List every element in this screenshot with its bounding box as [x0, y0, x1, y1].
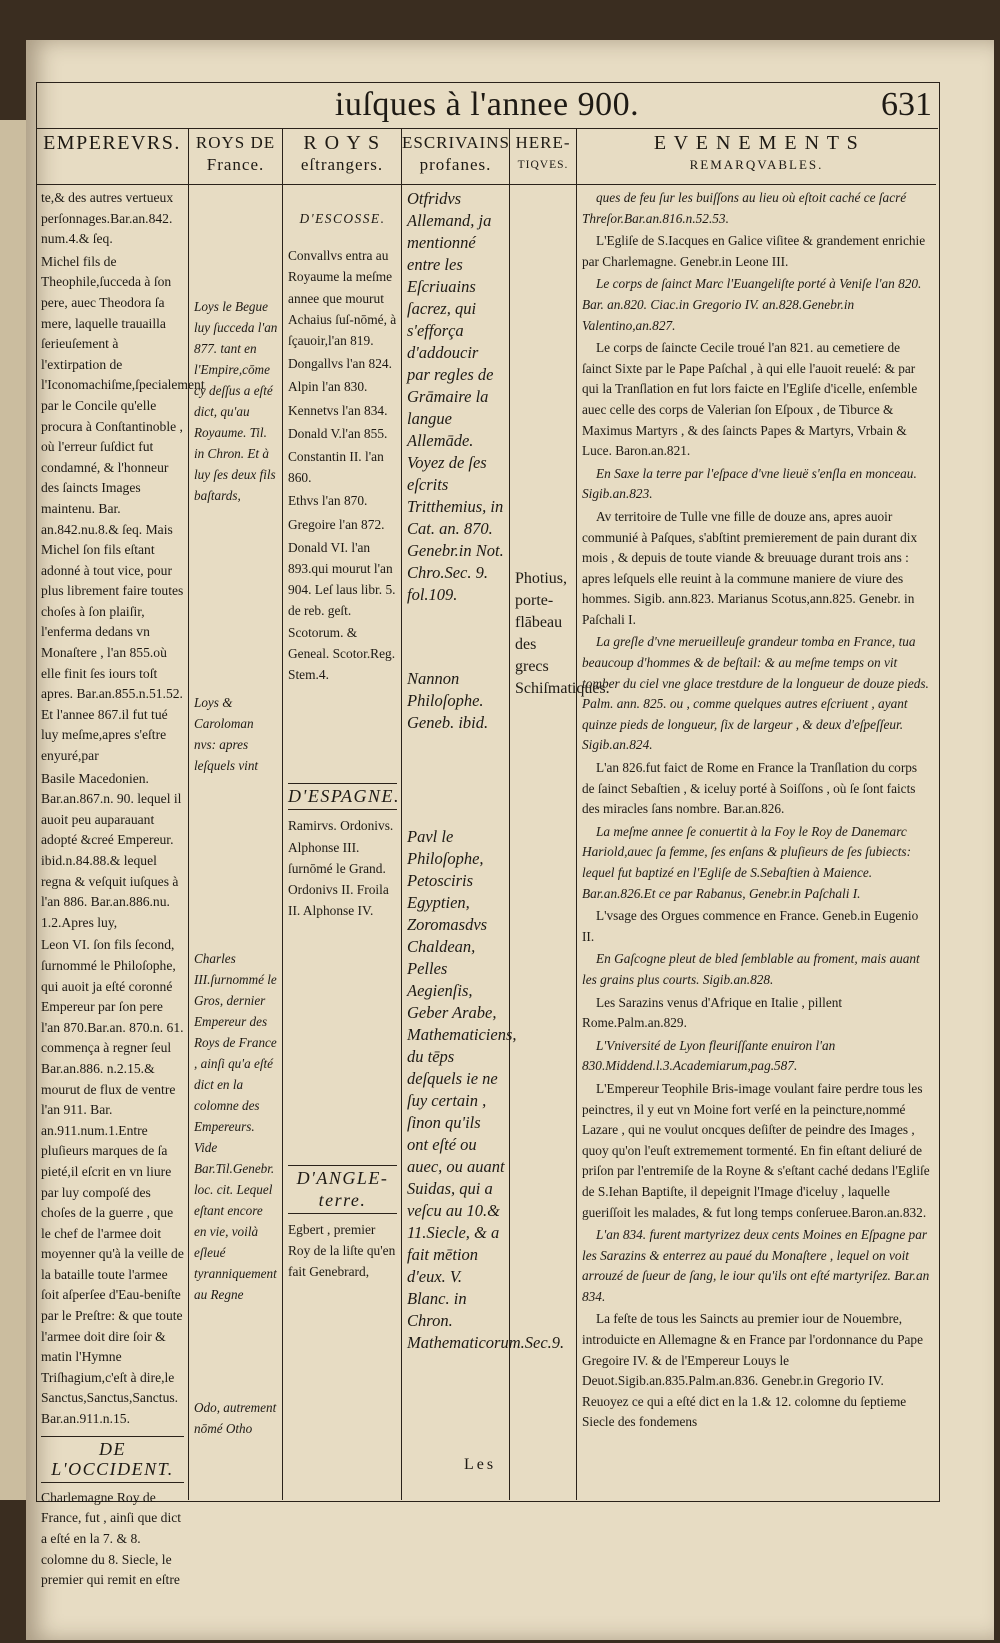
text-block: Basile Macedonien. Bar.an.867.n. 90. lequel il auoit peu auparauant adopté &creé Empereur. ibid.n.84.88.& lequel regna & veſquit iuſques à l'an 886. Bar.an.886.nu. 1.2.Apres luy, — [41, 770, 182, 930]
event-paragraph: L'Vniversité de Lyon fleuriſſante enuiron l'an 830.Middend.l.3.Academiarum,pag.587. — [582, 1037, 836, 1074]
event-paragraph: ques de feu ſur les buiſſons au lieu où eſtoit caché ce ſacré Threſor.Bar.an.816.n.52.53. — [582, 190, 907, 226]
section-heading-occident: DE L'OCCIDENT. — [41, 1436, 184, 1483]
header-line: EMPEREVRS. — [43, 132, 181, 154]
text-block: Odo, autrement nōmé Otho — [194, 1400, 277, 1436]
text-block: Ramirvs. Ordonivs. Alphonse III. ſurnōmé le Grand. Ordonivs II. Froila II. Alphonse IV. — [288, 818, 394, 919]
section-heading-spain: D'ESPAGNE. — [288, 783, 397, 810]
text-block: Convallvs entra au Royaume la meſme annee que mourut Achaius ſuſ-nōmé, à ſçauoir,l'an 819. — [288, 248, 397, 349]
text-block: Michel fils de Theophile,ſucceda à ſon pere, auec Theodora ſa mere, laquelle trauailla ſerieuſement à l'extirpation de l'Iconomachiſme,ſpecialement par le Concile qu'elle procura à Conſtantinoble , où l'erreur ſuſdict fut condamné, & l'honneur des ſaincts Images maintenu. Bar. an.842.nu.8.& ſeq. Mais Michel ſon fils eſtant adonné à tout vice, pour plus librement faire toutes choſes à ſon plaiſir, l'enferma dedans vn Monaſtere , l'an 855.où elle finit ſes iours toſt apres. Bar.an.855.n.51.52. Et l'annee 867.il fut tué luy meſme,apres s'eſtre enyuré,par — [41, 253, 205, 764]
event-paragraph: Av territoire de Tulle vne fille de douze ans, apres auoir communié à Paſques, s'abſtint premierement de pain durant dix mois , & depuis de toute viande & breuuage durant trois ans : apres leſquels elle reuint à la commune maniere de viure des hommes. Sigib. ann.823. Marianus Scotus,ann.825. Genebr. in Paſchali I. — [582, 508, 918, 627]
column-header-foreign-kings — [283, 128, 401, 185]
text-block: Ethvs l'an 870. — [288, 493, 368, 509]
text-block: Pavl le Philoſophe, Petosciris Egyptien, Zoromasdvs Chaldean, Pelles Aegienſis, Geber Arabe, Mathematiciens, du tēps deſquels ie ne ſuy certain , ſinon qu'ils ont eſté ou auec, ou auant Suidas, qui a veſcu au 10.& 11.Siecle, & a fait mētion d'eux. V. Blanc. in Chron. Mathematicorum.Sec.9. — [407, 827, 565, 1352]
running-head — [36, 84, 938, 129]
header-line: R O Y S — [303, 132, 381, 154]
event-paragraph: L'vsage des Orgues commence en France. Geneb.in Eugenio II. — [582, 908, 919, 944]
event-paragraph: L'Empereur Teophile Bris-image voulant faire perdre tous les peinctres, il y eut vn Moine fort verſé en la peincture,nommé Lazare , qui ne voulut oncques deſiſter de peindre des Images , quoy qu'on l'euſt extremement tormenté. En fin eſtant deliuré de priſon par l'entremiſe de la Royne & s'eſtant caché dedans l'Egliſe de S.Iehan Baptiſte, il depeignit l'Image d'iceluy , laquelle gueriſſoit les malades, & fut long temps conſeruee.Baron.an.832. — [582, 1080, 930, 1220]
running-title: iuſques à l'annee 900. — [334, 86, 640, 123]
event-paragraph: Les Sarazins venus d'Afrique en Italie , pillent Rome.Palm.an.829. — [582, 994, 843, 1031]
header-line: ESCRIVAINS — [402, 133, 510, 152]
header-line: E V E N E M E N T S — [653, 132, 860, 154]
text-block: Donald V.l'an 855. — [288, 425, 388, 441]
column-events — [577, 128, 936, 1500]
header-line: HERE- — [515, 133, 571, 152]
text-block: Charlemagne Roy de France, fut , ainſi que dict a eſté en la 7. & 8. colomne du 8. Siecle, le premier qui remit en eſtre — [41, 1489, 182, 1588]
header-line: profanes. — [419, 155, 492, 174]
text-block: Alpin l'an 830. — [288, 379, 368, 395]
event-paragraph: La meſme annee ſe conuertit à la Foy le Roy de Danemarc Hariold,auec ſa femme, ſes enſans & pluſieurs de ſes ſubiects: lequel fut baptizé en l'Egliſe de S.Sebaſtien à Maience. Bar.an.826.Et ce par Rabanus, Genebr.in Paſchali I. — [582, 823, 912, 901]
text-block: Nannon Philoſophe. Geneb. ibid. — [407, 669, 489, 732]
text-block: Loys & Caroloman nvs: apres leſquels vint — [194, 695, 259, 773]
event-paragraph: La greſle d'vne merueilleuſe grandeur tomba en France, tua beaucoup d'hommes & de beſtail: & au meſme temps on vit tomber du ciel vne glace trestdure de la longueur de douze pieds. Palm. ann. 825. ou , comme quelques autres eſcriuent , ayant quinze pieds de longueur, ſix de largeur , & deux d'eſpeſſeur. Sigib.an.824. — [582, 634, 929, 753]
column-header-writers — [402, 128, 509, 185]
column-header-france — [189, 128, 282, 185]
column-header-emperors — [36, 128, 188, 185]
event-paragraph: L'Egliſe de S.Iacques en Galice viſitee & grandement enrichie par Charlemagne. Genebr.in Leone III. — [582, 233, 926, 269]
event-paragraph: En Saxe la terre par l'eſpace d'vne lieuë s'enſla en monceau. Sigib.an.823. — [582, 465, 917, 502]
event-paragraph: L'an 834. furent martyrizez deux cents Moines en Eſpagne par les Sarazins & enterrez au paué du Monaſtere , lequel on voit arrouzé de ſueur de ſang, le iour qu'ils ont eſté martyriſez. Bar.an 834. — [582, 1227, 930, 1304]
catchword: Les — [464, 1456, 497, 1473]
text-block: Leon VI. ſon fils ſecond, ſurnommé le Philoſophe, qui auoit ja eſté coronné Empereur par ſon pere l'an 870.Bar.an. 870.n. 61. commença à regner ſeul Bar.an.886. n.2.15.& mourut de flux de ventre l'an 911. Bar. an.911.num.1.Entre pluſieurs marques de ſa pieté,il eſcrit en vn liure par luy compoſé des choſes de la guerre , que le chef de l'armee doit moyenner qu'à la veille de la bataille toute l'armee ſoit aſperſee d'Eau-beniſte par le Preſtre: & que toute l'armee doit dire ſoir & matin l'Hymne Triſhagium,c'eſt à dire,le Sanctus,Sanctus,Sanctus. Bar.an.911.n.15. — [41, 937, 184, 1427]
text-block: te,& des autres vertueux perſonnages.Bar.an.842. num.4.& ſeq. — [41, 190, 174, 247]
text-block: Loys le Begue luy ſucceda l'an 877. tant en l'Empire,cōme cy deſſus a eſté dict, qu'au Royaume. Til. in Chron. Et à luy ſes deux fils baſtards, — [194, 299, 278, 503]
event-paragraph: La feſte de tous les Saincts au premier iour de Nouembre, introduicte en Allemagne & en France par l'ordonnance du Pape Gregoire IV. & de l'Empereur Louys le Deuot.Sigib.an.835.Palm.an.836. Genebr.in Gregorio IV. Reuoyez ce qui a eſté dict en la 1.& 12. colomne du ſeptieme Siecle des fondemens — [582, 1311, 923, 1430]
text-block: Charles III.ſurnommé le Gros, dernier Empereur des Roys de France , ainſi qu'a eſté dict en la colomne des Empereurs. Vide Bar.Til.Genebr. loc. cit. Lequel eſtant encore en vie, voilà eſleué tyranniquement au Regne — [194, 951, 277, 1302]
text-block: Egbert , premier Roy de la liſte qu'en fait Genebrard, — [288, 1221, 396, 1280]
header-line: TIQVES. — [517, 159, 569, 171]
section-heading-england: D'ANGLE-terre. — [288, 1165, 397, 1213]
column-header-heretics — [510, 128, 576, 185]
section-heading-scotland: D'ESCOSSE. — [299, 211, 386, 226]
text-block: Constantin II. l'an 860. — [288, 449, 384, 486]
header-line: eſtrangers. — [300, 155, 384, 174]
column-foreign-kings — [283, 128, 402, 1500]
column-france — [189, 128, 283, 1500]
event-paragraph: Le corps de ſainct Marc l'Euangeliſte porté à Veniſe l'an 820. Bar. an.820. Ciac.in Gregorio IV. an.828.Genebr.in Valentino,an.827. — [582, 276, 922, 333]
text-block: Dongallvs l'an 824. — [288, 356, 392, 372]
text-block: Otfridvs Allemand, ja mentionné entre les Eſcriuains ſacrez, qui s'efforça d'addoucir par regles de Grāmaire la langue Allemāde. Voyez de ſes eſcrits Tritthemius, in Cat. an. 870. Genebr.in Not. Chro.Sec. 9. fol.109. — [407, 189, 504, 604]
text-block: Donald VI. l'an 893.qui mourut l'an 904. Leſ laus libr. 5. de reb. geſt. Scotorum. & Geneal. Scotor.Reg. Stem.4. — [288, 539, 396, 683]
column-heretics — [510, 128, 610, 1500]
event-paragraph: Le corps de ſaincte Cecile troué l'an 821. au cemetiere de ſainct Sixte par le Pape Paſchal , à qui elle l'auoit reuelé: & par qui la Tranſlation en fut lors faicte en l'Egliſe d'icelle, enſemble auec celle des corps de Valerian ſon Eſpoux , de Tiburce & Maximus Martyrs , & des ſaincts Papes & Martyrs, Vrbain & Luce. Baron.an.821. — [582, 340, 918, 459]
text-block: Gregoire l'an 872. — [288, 516, 385, 532]
header-line: ROYS DE — [195, 133, 276, 152]
column-emperors — [36, 128, 205, 1588]
event-paragraph: En Gaſcogne pleut de bled ſemblable au froment, mais auant les grains plus courts. Sigib.an.828. — [582, 951, 920, 987]
header-line: REMARQVABLES. — [689, 157, 824, 172]
column-header-events — [577, 128, 936, 185]
page-number: 631 — [881, 86, 932, 123]
header-line: France. — [206, 155, 265, 174]
event-paragraph: L'an 826.fut faict de Rome en France la Tranſlation du corps de ſainct Sebaſtien , & iceluy porté à Soiſſons , où ſe ſont faicts des miracles ſans nombre. Bar.an.826. — [582, 760, 918, 817]
text-block: Photius, porte-flābeau des grecs Schiſmatiques. — [515, 570, 610, 697]
text-block: Kennetvs l'an 834. — [288, 402, 388, 418]
